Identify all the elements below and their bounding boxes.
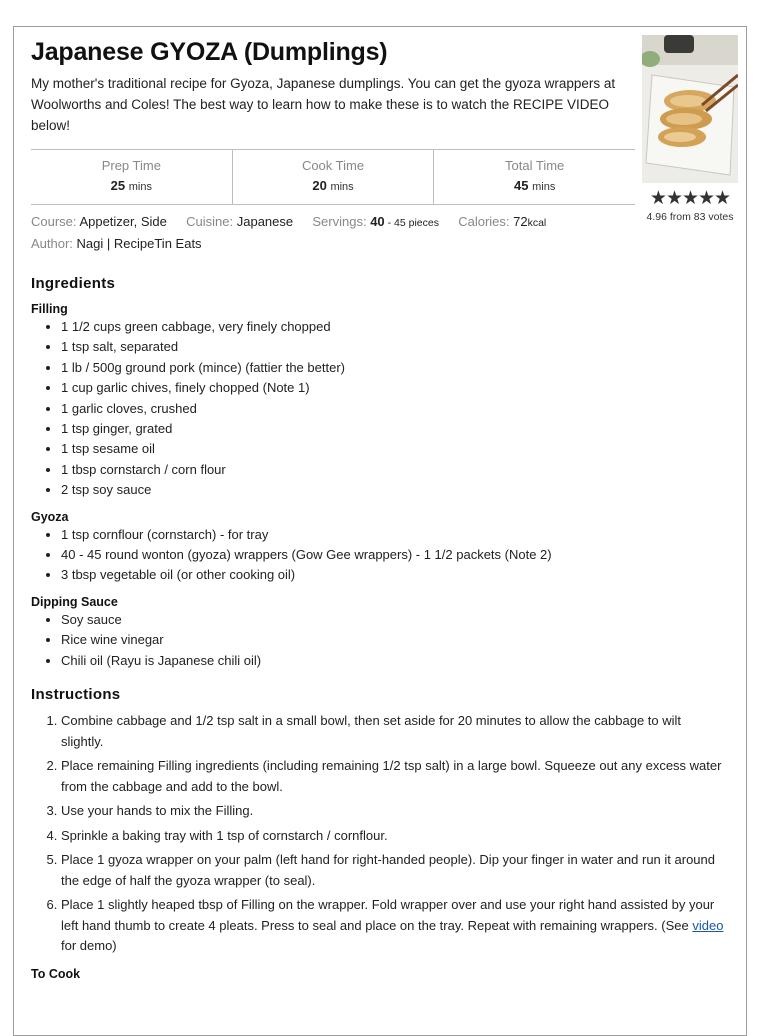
recipe-body [31, 275, 731, 982]
prep-time-unit: mins [128, 181, 152, 193]
ingredients-heading: Ingredients [31, 275, 116, 292]
recipe-meta-line [31, 214, 546, 229]
ingredient-item: • 2 tsp soy sauce [61, 480, 731, 500]
recipe-summary: My mother's traditional recipe for Gyoza, Japanese dumplings. You can get the gyoza wrappers at Woolworths and Coles! The best way to learn how to make these is to watch the RECIPE VIDEO below! [31, 76, 616, 133]
star-rating-icons[interactable]: ★★★★★ [649, 188, 731, 209]
servings-value[interactable]: 40 [370, 214, 385, 229]
ingredient-item: • 40 - 45 round wonton (gyoza) wrappers (Gow Gee wrappers) - 1 1/2 packets (Note 2) [61, 545, 731, 565]
instruction-step: 1. Combine cabbage and 1/2 tsp salt in a small bowl, then set aside for 20 minutes to allow the cabbage to wilt slightly. [61, 711, 731, 752]
instruction-step: 4. Sprinkle a baking tray with 1 tsp of cornstarch / cornflour. [61, 826, 731, 847]
servings-extra: - 45 pieces [384, 217, 439, 229]
ingredient-item: • Chili oil (Rayu is Japanese chili oil) [61, 651, 731, 671]
prep-time-value [31, 178, 232, 193]
instruction-step [61, 895, 731, 957]
recipe-title: Japanese GYOZA (Dumplings) [31, 38, 388, 66]
instruction-step: 5. Place 1 gyoza wrapper on your palm (left hand for right-handed people). Dip your finger in water and run it around the edge of half the gyoza wrapper (to seal). [61, 850, 731, 891]
cook-time-value [233, 178, 434, 193]
total-time-value [434, 178, 635, 193]
ingredient-item: • 1 tsp salt, separated [61, 337, 731, 357]
ingredient-item: • 1 tbsp cornstarch / corn flour [61, 460, 731, 480]
cook-time-label: Cook Time [301, 158, 365, 173]
recipe-times [31, 149, 635, 205]
total-time-label: Total Time [505, 158, 565, 173]
course-label: Course: [31, 214, 77, 229]
to-cook-heading: To Cook [31, 966, 81, 981]
cuisine-label: Cuisine: [186, 214, 234, 229]
servings-label: Servings: [312, 214, 367, 229]
ingredient-item: • 1 tsp sesame oil [61, 439, 731, 459]
ingredient-item: • 1 garlic cloves, crushed [61, 399, 731, 419]
calories-value: 72 [513, 214, 528, 229]
instruction-list [31, 711, 731, 957]
recipe-rating[interactable] [642, 189, 738, 223]
author-label: Author: [31, 236, 73, 251]
instruction-step: 2. Place remaining Filling ingredients (including remaining 1/2 tsp salt) in a large bowl. Squeeze out any excess water from the cabbage and add to the bowl. [61, 756, 731, 797]
prep-time [31, 150, 232, 204]
rating-votes: 4.96 from 83 votes [646, 211, 734, 223]
ingredient-item: • 1 lb / 500g ground pork (mince) (fattier the better) [61, 358, 731, 378]
course-value: Appetizer, Side [79, 214, 167, 229]
ingredient-group-title: Dipping Sauce [31, 594, 118, 609]
video-link[interactable]: video [692, 917, 724, 933]
ingredient-item: • 1 cup garlic chives, finely chopped (Note 1) [61, 378, 731, 398]
prep-time-label: Prep Time [101, 158, 161, 173]
recipe-photo[interactable] [642, 35, 738, 183]
ingredient-item: • 1 tsp cornflour (cornstarch) - for tray [61, 525, 731, 545]
ingredient-item: • Soy sauce [61, 610, 731, 630]
cook-time-unit: mins [330, 181, 354, 193]
calories-unit: kcal [527, 217, 547, 229]
total-time-unit: mins [532, 181, 556, 193]
instruction-text: for demo) [61, 938, 117, 954]
ingredient-item: • Rice wine vinegar [61, 630, 731, 650]
prep-time-number: 25 [110, 178, 126, 193]
total-time [433, 150, 635, 204]
ingredient-list-dipping-sauce [31, 610, 731, 671]
instructions-heading: Instructions [31, 686, 121, 704]
recipe-card [13, 26, 747, 1036]
cuisine-value: Japanese [236, 214, 294, 229]
ingredient-list-gyoza [31, 525, 731, 586]
instruction-text: Place 1 slightly heaped tbsp of Filling on the wrapper. Fold wrapper over and use your right hand assisted by your left hand thumb to create 4 pleats. Press to seal and place on the tray. Repeat with remaining wrappers. (See [61, 897, 715, 933]
ingredient-item: • 1 tsp ginger, grated [61, 419, 731, 439]
instruction-step: 3. Use your hands to mix the Filling. [61, 801, 731, 822]
gyoza-photo-image [642, 35, 738, 183]
ingredient-group-title: Gyoza [31, 509, 69, 524]
ingredient-item: • 3 tbsp vegetable oil (or other cooking oil) [61, 565, 731, 585]
cook-time [232, 150, 434, 204]
ingredient-item: • 1 1/2 cups green cabbage, very finely chopped [61, 317, 731, 337]
cook-time-number: 20 [312, 178, 327, 193]
total-time-number: 45 [514, 178, 529, 193]
recipe-author-line [31, 236, 202, 251]
calories-label: Calories: [458, 214, 510, 229]
ingredient-list-filling [31, 317, 731, 501]
ingredient-group-title: Filling [31, 302, 68, 316]
author-value: Nagi | RecipeTin Eats [76, 236, 202, 251]
